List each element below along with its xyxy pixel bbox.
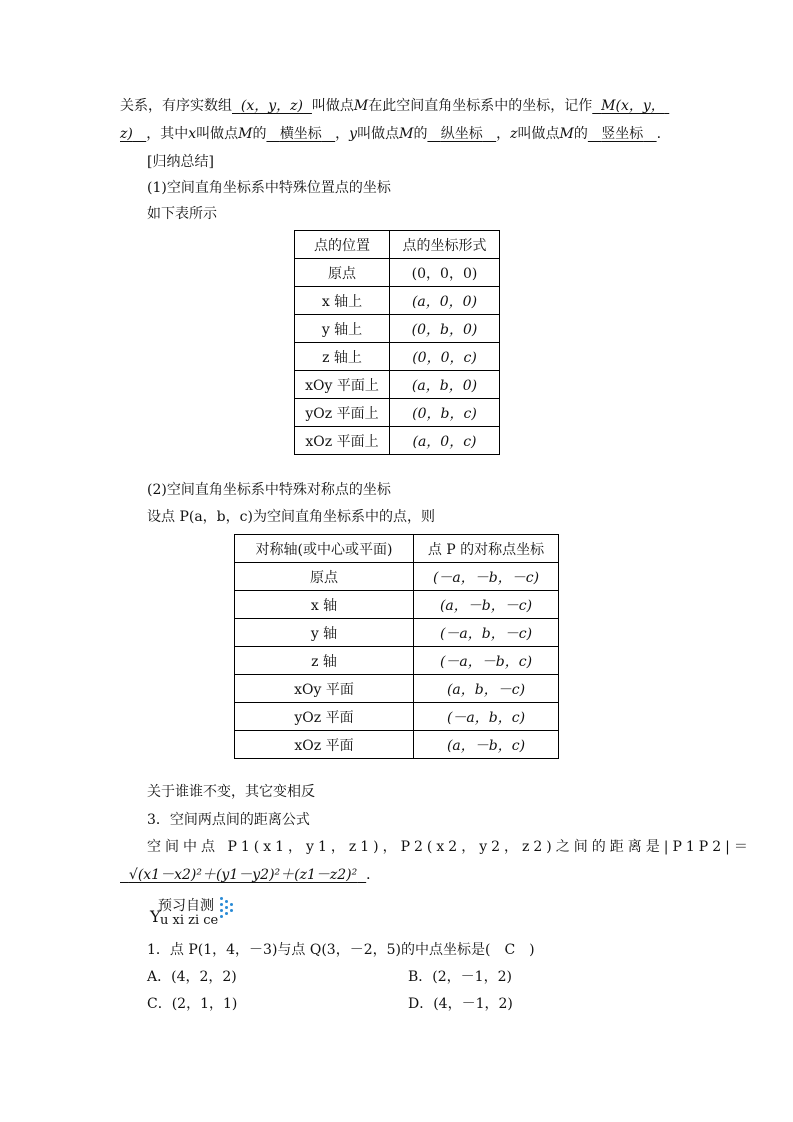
text: . <box>656 126 662 142</box>
text: 叫做点 <box>196 126 239 142</box>
text: 叫做点 <box>517 126 560 142</box>
table-cell: (－a，－b，－c) <box>414 563 559 591</box>
table-cell: xOz 平面上 <box>295 427 390 455</box>
text: 的 <box>413 126 428 142</box>
table-cell: (a，－b，－c) <box>414 591 559 619</box>
preview-logo <box>150 895 250 931</box>
var: M <box>559 126 574 142</box>
blank-answer: 竖坐标 <box>601 126 644 142</box>
table-cell: 原点 <box>235 563 414 591</box>
arrow-dots-icon <box>220 897 236 921</box>
table-cell: (a，－b，c) <box>414 731 559 759</box>
table-header: 点的坐标形式 <box>390 231 500 259</box>
table-row <box>235 647 559 675</box>
blank-answer: M(x，y， <box>601 98 665 114</box>
sec3-line1: 空间中点 P1(x1，y1，z1)，P2(x2，y2，z2)之间的距离是|P1P2|＝ <box>147 839 752 855</box>
text: ， <box>335 126 350 142</box>
blank-answer: 横坐标 <box>279 126 322 142</box>
text: ， <box>496 126 511 142</box>
table-header: 点的位置 <box>295 231 390 259</box>
question-1-option-a: A．(4，2，2) <box>147 969 237 985</box>
table-cell: (a，0，c) <box>390 427 500 455</box>
table-row <box>295 259 500 287</box>
table-row <box>295 315 500 343</box>
table-row <box>235 675 559 703</box>
table-cell: xOz 平面 <box>235 731 414 759</box>
table-row <box>295 427 500 455</box>
var: y <box>349 126 358 142</box>
table-cell: (0，b，0) <box>390 315 500 343</box>
table-cell: yOz 平面上 <box>295 399 390 427</box>
table-cell: yOz 平面 <box>235 703 414 731</box>
text: ，其中 <box>146 126 189 142</box>
sec1-title: (1)空间直角坐标系中特殊位置点的坐标 <box>147 180 391 196</box>
text: 的 <box>573 126 588 142</box>
table-cell: z 轴 <box>235 647 414 675</box>
text: 叫做点 <box>311 98 354 114</box>
blank-answer: 纵坐标 <box>440 126 483 142</box>
table-row <box>295 399 500 427</box>
table-row <box>235 591 559 619</box>
table-cell: z 轴上 <box>295 343 390 371</box>
question-1-option-c: C．(2，1，1) <box>147 996 238 1012</box>
text: 叫做点 <box>357 126 400 142</box>
table-row <box>235 731 559 759</box>
summary-label: [归纳总结] <box>147 154 214 170</box>
sec1-subtitle: 如下表所示 <box>147 206 217 222</box>
preview-pinyin-initial: Y <box>150 907 161 926</box>
table-cell: (－a，b，c) <box>414 703 559 731</box>
position-coordinates-table <box>294 230 500 455</box>
table-cell: (0，b，c) <box>390 399 500 427</box>
table-row <box>295 371 500 399</box>
blank-answer: (x，y，z) <box>240 98 304 114</box>
table-cell: y 轴上 <box>295 315 390 343</box>
table-cell: xOy 平面 <box>235 675 414 703</box>
question-1-option-b: B．(2，－1，2) <box>408 969 512 985</box>
text: 关系，有序实数组 <box>120 98 232 114</box>
var: M <box>399 126 414 142</box>
var: M <box>353 98 369 114</box>
table-cell: y 轴 <box>235 619 414 647</box>
preview-pinyin: u xi zi ce <box>160 913 219 928</box>
text: 的 <box>252 126 267 142</box>
table-cell: (a，b，－c) <box>414 675 559 703</box>
table-row <box>295 287 500 315</box>
question-1-option-d: D．(4，－1，2) <box>408 996 513 1012</box>
table-header: 点 P 的对称点坐标 <box>414 535 559 563</box>
table-header: 对称轴(或中心或平面) <box>235 535 414 563</box>
sec3-formula: √(x1－x2)²＋(y1－y2)²＋(z1－z2)² ． <box>128 867 381 883</box>
table-cell: (－a，－b，c) <box>414 647 559 675</box>
table-cell: (a，b，0) <box>390 371 500 399</box>
table-cell: x 轴 <box>235 591 414 619</box>
sec2-title: (2)空间直角坐标系中特殊对称点的坐标 <box>147 482 391 498</box>
table-cell: (－a，b，－c) <box>414 619 559 647</box>
table-row <box>295 343 500 371</box>
table-cell: x 轴上 <box>295 287 390 315</box>
var: z <box>510 126 518 142</box>
table-row <box>235 619 559 647</box>
intro-line-2 <box>120 124 661 144</box>
distance-formula: √(x1－x2)²＋(y1－y2)²＋(z1－z2)² <box>128 867 358 883</box>
blank-answer: z) <box>120 126 133 142</box>
sec2-subtitle: 设点 P(a，b，c)为空间直角坐标系中的点，则 <box>147 509 435 525</box>
intro-line-1 <box>120 96 669 116</box>
table-cell: (a，0，0) <box>390 287 500 315</box>
var: x <box>188 126 197 142</box>
var: M <box>238 126 253 142</box>
preview-title: 预习自测 <box>158 898 214 914</box>
table-cell: xOy 平面上 <box>295 371 390 399</box>
table-cell: (0，0，c) <box>390 343 500 371</box>
table-row <box>235 703 559 731</box>
table-row <box>235 563 559 591</box>
table-cell: 原点 <box>295 259 390 287</box>
sec3-title: 3．空间两点间的距离公式 <box>147 812 310 828</box>
question-1-stem: 1．点 P(1，4，－3)与点 Q(3，－2，5)的中点坐标是( C ) <box>147 942 535 958</box>
text: 在此空间直角坐标系中的坐标，记作 <box>368 98 593 114</box>
symmetric-points-table <box>234 534 559 759</box>
table-cell: (0，0，0) <box>390 259 500 287</box>
sec2-note: 关于谁谁不变，其它变相反 <box>147 784 315 800</box>
